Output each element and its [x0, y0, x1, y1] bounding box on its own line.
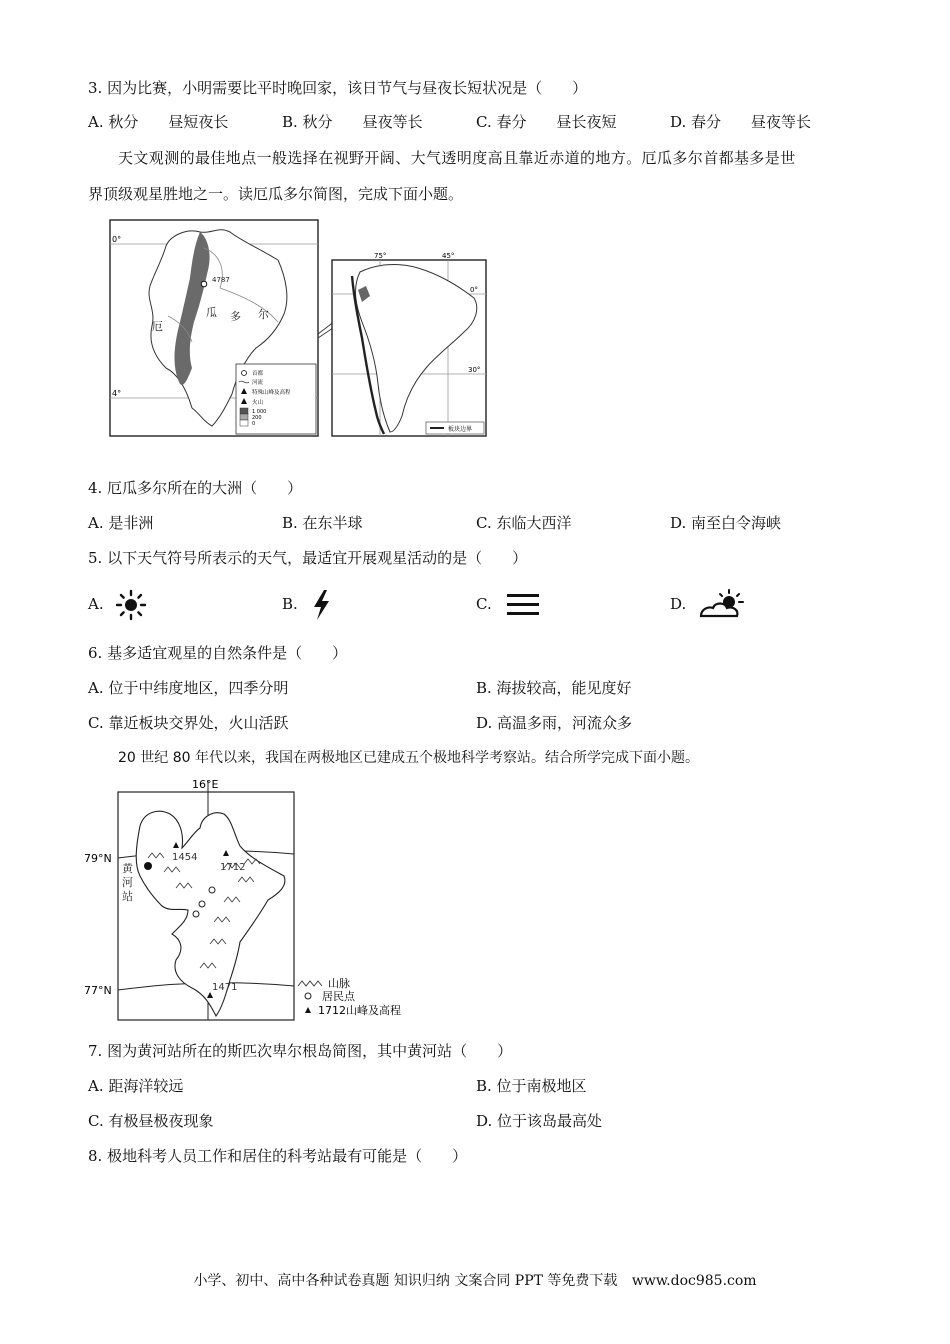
svg-text:0: 0: [252, 421, 256, 427]
q6-stem: 6. 基多适宜观星的自然条件是（ ）: [88, 644, 348, 662]
q4-option-a[interactable]: A. 是非洲: [88, 514, 154, 532]
q5-option-b[interactable]: B.: [282, 588, 335, 622]
country-char-3: 多: [230, 310, 241, 323]
q6-option-a[interactable]: A. 位于中纬度地区，四季分明: [88, 679, 289, 697]
ecuador-map: [110, 220, 318, 436]
lat-79n-label: 79°N: [84, 852, 112, 865]
lon-75-label: 75°: [374, 252, 387, 260]
peak-label-4787: 4787: [212, 276, 230, 284]
q3-stem: 3. 因为比赛，小明需要比平时晚回家，该日节气与昼夜长短状况是（ ）: [88, 79, 588, 97]
country-char-4: 尔: [258, 308, 269, 321]
huanghe-station-label-1: 黄: [122, 862, 133, 875]
lon-16e-label: 16°E: [192, 778, 219, 791]
plate-legend: 板块边界: [448, 426, 473, 433]
svg-text:1712山峰及高程: 1712山峰及高程: [318, 1004, 401, 1017]
svg-text:居民点: 居民点: [322, 990, 355, 1003]
page-footer: [0, 1270, 950, 1290]
q3-option-b[interactable]: B. 秋分 昼夜等长: [282, 113, 423, 131]
svalbard-legend: [298, 977, 401, 1017]
svg-text:火山: 火山: [252, 400, 264, 406]
sa-lat-0-label: 0°: [470, 286, 478, 294]
q7-option-a[interactable]: A. 距海洋较远: [88, 1077, 184, 1095]
country-char-2: 瓜: [206, 306, 217, 319]
q7-option-d[interactable]: D. 位于该岛最高处: [476, 1112, 603, 1130]
q7-option-c[interactable]: C. 有极昼极夜现象: [88, 1112, 214, 1130]
svg-text:河流: 河流: [252, 380, 264, 386]
cloud-sun-icon: [697, 588, 747, 622]
q6-option-d[interactable]: D. 高温多雨，河流众多: [476, 714, 633, 732]
intro2-line1: 20 世纪 80 年代以来，我国在两极地区已建成五个极地科学考察站。结合所学完成下面小题。: [118, 750, 699, 766]
q3-option-d[interactable]: D. 春分 昼夜等长: [670, 113, 812, 131]
svg-text:山脉: 山脉: [328, 977, 350, 990]
q7-stem: 7. 图为黄河站所在的斯匹次卑尔根岛简图，其中黄河站（ ）: [88, 1042, 513, 1060]
intro1-line1: 天文观测的最佳地点一般选择在视野开阔、大气透明度高且靠近赤道的地方。厄瓜多尔首都基多是世: [118, 149, 796, 167]
sa-lat-30-label: 30°: [468, 366, 481, 374]
huanghe-station-label-3: 站: [122, 890, 133, 903]
footer-url[interactable]: www.doc985.com: [631, 1273, 757, 1289]
huanghe-station-label-2: 河: [122, 876, 133, 889]
intro1-line2: 界顶级观星胜地之一。读厄瓜多尔简图，完成下面小题。: [88, 185, 464, 203]
q5-option-a[interactable]: A.: [88, 588, 148, 622]
svg-text:200: 200: [252, 415, 262, 421]
q8-stem: 8. 极地科考人员工作和居住的科考站最有可能是（ ）: [88, 1147, 468, 1165]
svg-text:1712: 1712: [220, 862, 246, 873]
q6-option-b[interactable]: B. 海拔较高，能见度好: [476, 679, 632, 697]
ecuador-map-figure: [108, 218, 548, 440]
q5-option-c[interactable]: C.: [476, 588, 543, 622]
sun-icon: [114, 588, 148, 622]
country-char-1: 厄: [152, 320, 163, 333]
q3-option-c[interactable]: C. 春分 昼长夜短: [476, 113, 617, 131]
ecuador-legend: [236, 364, 316, 434]
svg-text:1471: 1471: [212, 982, 238, 993]
q4-stem: 4. 厄瓜多尔所在的大洲（ ）: [88, 479, 303, 497]
q5-stem: 5. 以下天气符号所表示的天气，最适宜开展观星活动的是（ ）: [88, 549, 528, 567]
q6-option-c[interactable]: C. 靠近板块交界处，火山活跃: [88, 714, 289, 732]
svalbard-map-figure: [84, 772, 424, 1024]
lon-45-label: 45°: [442, 252, 455, 260]
lat-77n-label: 77°N: [84, 984, 112, 997]
lat-0-label: 0°: [112, 235, 122, 244]
svg-text:1454: 1454: [172, 852, 198, 863]
q7-option-b[interactable]: B. 位于南极地区: [476, 1077, 587, 1095]
footer-text: 小学、初中、高中各种试卷真题 知识归纳 文案合同 PPT 等免费下载: [193, 1273, 618, 1289]
lat-4-label: 4°: [112, 389, 122, 398]
capital-marker: [201, 281, 207, 287]
south-america-map: [332, 252, 486, 436]
svg-text:1 000: 1 000: [252, 409, 267, 415]
lightning-icon: [309, 588, 335, 622]
q4-option-d[interactable]: D. 南至白令海峡: [670, 514, 782, 532]
svg-text:首都: 首都: [252, 371, 264, 377]
huanghe-station-marker: [144, 862, 152, 870]
q5-option-d[interactable]: D.: [670, 588, 747, 622]
q4-option-c[interactable]: C. 东临大西洋: [476, 514, 572, 532]
fog-icon: [503, 588, 543, 622]
svg-text:特殊山峰及高程: 特殊山峰及高程: [252, 390, 291, 396]
q4-option-b[interactable]: B. 在东半球: [282, 514, 363, 532]
q3-option-a[interactable]: A. 秋分 昼短夜长: [88, 113, 229, 131]
